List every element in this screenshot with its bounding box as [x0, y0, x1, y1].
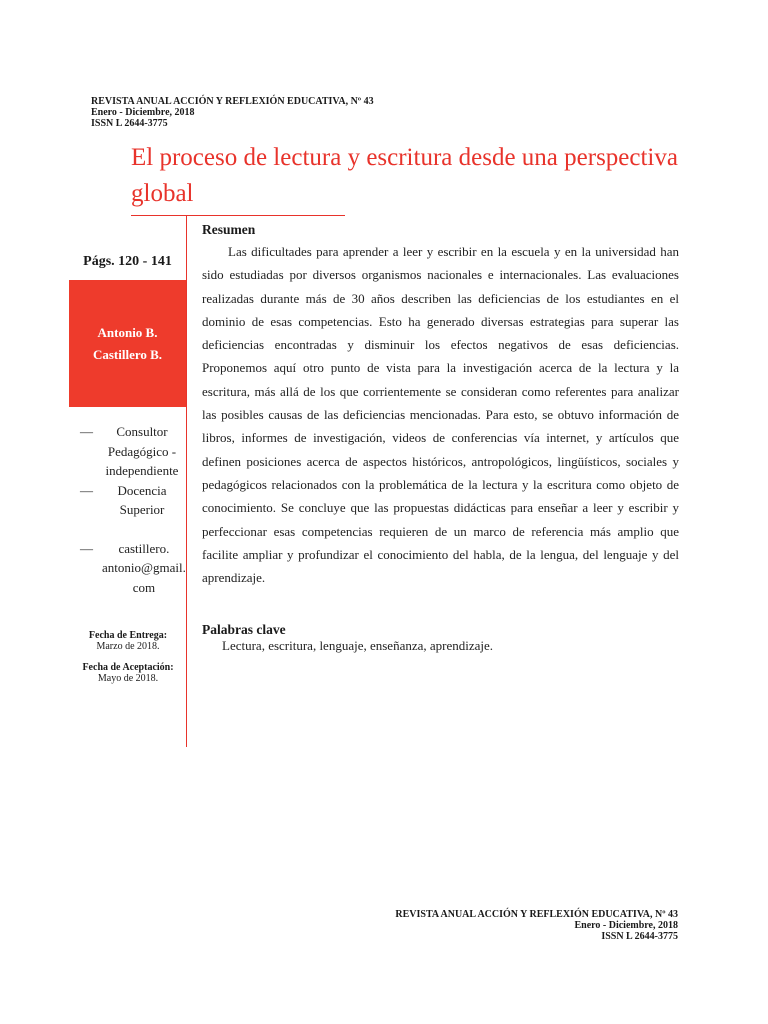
dash-bullet: — — [80, 540, 93, 556]
footer-journal-name: REVISTA ANUAL ACCIÓN Y REFLEXIÓN EDUCATIVA, Nº 43 — [395, 909, 678, 920]
author-affiliations — [80, 422, 186, 597]
footer-journal-period: Enero - Diciembre, 2018 — [574, 920, 678, 931]
journal-footer — [395, 909, 678, 942]
article-title: El proceso de lectura y escritura desde una perspectiva global — [131, 144, 678, 207]
column-divider — [186, 216, 187, 747]
affiliation-text: Docencia Superior — [117, 482, 167, 517]
journal-issn: ISSN L 2644-3775 — [91, 118, 168, 129]
delivery-date-label: Fecha de Entrega: — [88, 630, 168, 641]
acceptance-date-label: Fecha de Aceptación: — [82, 662, 174, 673]
footer-journal-issn: ISSN L 2644-3775 — [601, 931, 678, 942]
author-email: castillero. antonio@gmail. com — [102, 540, 186, 595]
acceptance-date-value: Mayo de 2018. — [97, 673, 159, 684]
dash-bullet: — — [80, 482, 93, 498]
author-name-box — [69, 280, 186, 407]
journal-name: REVISTA ANUAL ACCIÓN Y REFLEXIÓN EDUCATIVA, Nº 43 — [91, 96, 374, 107]
keywords-text: Lectura, escritura, lenguaje, enseñanza, aprendizaje. — [222, 638, 494, 653]
title-divider — [131, 215, 345, 216]
affiliation-item — [80, 422, 182, 481]
author-name-line2: Castillero B. — [92, 346, 163, 362]
author-name-line1: Antonio B. — [97, 324, 158, 340]
page-range: Págs. 120 - 141 — [83, 254, 172, 269]
delivery-date-value: Marzo de 2018. — [96, 641, 160, 652]
dash-bullet: — — [80, 424, 93, 439]
abstract-heading: Resumen — [202, 222, 256, 237]
abstract-text: Las dificultades para aprender a leer y escribir en la escuela y en la universidad han sido estudiadas por diversos organismos nacionales e internacionales. Las evaluaciones realizadas durante más de 30 años describen las deficiencias de los estudiantes en el dominio de esas competencias. Esto ha generado diversas estrategias para superar las deficiencias encontradas y disminuir los efectos negativos de esas deficiencias. Proponemos aquí otro punto de vista para la investigación acerca de la lectura y la escritura, más allá de los que corrientemente se consideran como referentes para analizar las posibles causas de las deficiencias mencionadas. Para esto, se obtuvo información de libros, informes de investigación, videos de conferencias vía internet, y artículos que definen posiciones acerca de aspectos históricos, antropológicos, lingüísticos, sociales y pedagógicos relacionados con la problemática de la lectura y la escritura como objeto de conocimiento. Se concluye que las propuestas didácticas para enseñar a leer y escribir y perfeccionar esas competencias requieren de un marco de referencia más amplio que facilite ampliar y profundizar el conocimiento del habla, de la lengua, del lenguaje y del aprendizaje. — [202, 244, 679, 586]
journal-header — [91, 96, 374, 129]
author-email-item — [80, 539, 186, 598]
affiliation-item — [80, 481, 182, 520]
submission-dates — [80, 630, 176, 684]
journal-period: Enero - Diciembre, 2018 — [91, 107, 195, 118]
affiliation-text: Consultor Pedagógico - independiente — [105, 424, 179, 478]
keywords-heading: Palabras clave — [202, 622, 286, 637]
